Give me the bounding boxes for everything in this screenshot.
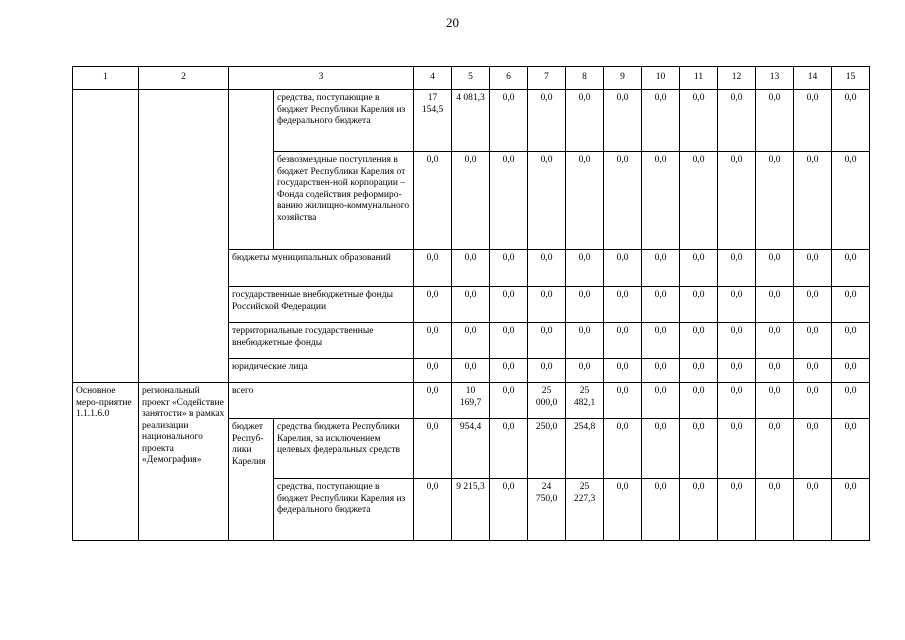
column-number: 10 [642,67,680,90]
column-number: 14 [794,67,832,90]
value-cell: 0,0 [414,479,452,541]
activity-name: Основное меро-приятие 1.1.1.6.0 [73,383,139,541]
value-cell: 0,0 [756,287,794,323]
value-cell: 0,0 [566,323,604,359]
value-cell: 0,0 [794,287,832,323]
value-cell: 0,0 [452,152,490,250]
value-cell: 0,0 [528,359,566,383]
column-number: 15 [832,67,870,90]
value-cell: 0,0 [832,90,870,152]
value-cell: 0,0 [414,152,452,250]
value-cell: 0,0 [794,479,832,541]
funding-source-label: бюджеты муниципальных образований [229,250,414,287]
value-cell: 0,0 [794,152,832,250]
value-cell: 0,0 [604,287,642,323]
value-cell: 0,0 [604,152,642,250]
value-cell: 0,0 [414,419,452,479]
value-cell: 0,0 [756,419,794,479]
value-cell: 0,0 [718,287,756,323]
value-cell: 0,0 [680,359,718,383]
value-cell: 0,0 [680,323,718,359]
value-cell: 0,0 [718,383,756,419]
column-number: 11 [680,67,718,90]
column-number: 3 [229,67,414,90]
value-cell: 17 154,5 [414,90,452,152]
value-cell: 250,0 [528,419,566,479]
value-cell: 0,0 [756,383,794,419]
value-cell: 0,0 [642,323,680,359]
value-cell: 0,0 [604,90,642,152]
value-cell: 0,0 [718,250,756,287]
value-cell: 0,0 [680,250,718,287]
funding-source-label: средства, поступающие в бюджет Республики Карелия из федерального бюджета [274,90,414,152]
value-cell: 0,0 [414,287,452,323]
value-cell: 0,0 [490,479,528,541]
project-name: региональный проект «Содействие занятости» в рамках реализации национального проекта «Демография» [139,383,229,541]
value-cell: 0,0 [604,359,642,383]
funding-source-label: юридические лица [229,359,414,383]
value-cell: 0,0 [490,419,528,479]
value-cell: 0,0 [414,323,452,359]
value-cell: 0,0 [832,359,870,383]
funding-source-label: всего [229,383,414,419]
value-cell: 0,0 [566,287,604,323]
value-cell: 0,0 [490,287,528,323]
value-cell: 25 000,0 [528,383,566,419]
value-cell: 0,0 [642,250,680,287]
value-cell: 0,0 [490,323,528,359]
value-cell: 0,0 [528,287,566,323]
value-cell: 0,0 [680,383,718,419]
value-cell: 0,0 [794,323,832,359]
value-cell: 0,0 [756,323,794,359]
column-number: 9 [604,67,642,90]
column-number: 2 [139,67,229,90]
value-cell: 0,0 [642,90,680,152]
budget-table [72,66,870,541]
value-cell: 25 227,3 [566,479,604,541]
table-row [73,90,870,152]
value-cell: 254,8 [566,419,604,479]
value-cell: 0,0 [566,250,604,287]
value-cell: 0,0 [794,383,832,419]
value-cell: 0,0 [490,359,528,383]
funding-source-label: территориальные государственные внебюджетные фонды [229,323,414,359]
value-cell: 0,0 [528,90,566,152]
value-cell: 0,0 [566,152,604,250]
value-cell: 0,0 [490,383,528,419]
column-number: 1 [73,67,139,90]
value-cell: 0,0 [642,383,680,419]
value-cell: 954,4 [452,419,490,479]
value-cell: 0,0 [528,250,566,287]
value-cell: 0,0 [414,250,452,287]
value-cell: 0,0 [832,152,870,250]
value-cell: 0,0 [832,287,870,323]
value-cell: 0,0 [490,90,528,152]
value-cell: 0,0 [414,383,452,419]
value-cell: 0,0 [832,323,870,359]
value-cell: 0,0 [642,479,680,541]
value-cell: 0,0 [680,479,718,541]
funding-source-label: средства, поступающие в бюджет Республики Карелия из федерального бюджета [274,479,414,541]
page-number: 20 [446,15,459,30]
budget-group-label: бюджет Респуб-лики Карелия [229,419,274,541]
column-number-row [73,67,870,90]
value-cell: 0,0 [528,152,566,250]
column-number: 12 [718,67,756,90]
value-cell: 0,0 [718,90,756,152]
column-number: 4 [414,67,452,90]
value-cell: 0,0 [680,152,718,250]
value-cell: 0,0 [604,323,642,359]
value-cell: 0,0 [642,152,680,250]
cell-empty [73,90,139,383]
table-row [73,383,870,419]
value-cell: 0,0 [794,359,832,383]
value-cell: 9 215,3 [452,479,490,541]
value-cell: 0,0 [718,419,756,479]
value-cell: 0,0 [832,419,870,479]
value-cell: 0,0 [680,419,718,479]
value-cell: 0,0 [452,323,490,359]
value-cell: 10 169,7 [452,383,490,419]
column-number: 6 [490,67,528,90]
value-cell: 0,0 [756,152,794,250]
value-cell: 0,0 [604,250,642,287]
value-cell: 0,0 [490,152,528,250]
value-cell: 0,0 [528,323,566,359]
value-cell: 0,0 [832,250,870,287]
value-cell: 0,0 [490,250,528,287]
value-cell: 0,0 [566,90,604,152]
cell-empty [139,90,229,383]
value-cell: 0,0 [604,419,642,479]
value-cell: 0,0 [680,90,718,152]
value-cell: 0,0 [604,383,642,419]
value-cell: 0,0 [642,359,680,383]
value-cell: 0,0 [452,287,490,323]
funding-source-label: государственные внебюджетные фонды Российской Федерации [229,287,414,323]
value-cell: 0,0 [718,152,756,250]
column-number: 8 [566,67,604,90]
funding-source-label: средства бюджета Республики Карелия, за исключением целевых федеральных средств [274,419,414,479]
value-cell: 25 482,1 [566,383,604,419]
value-cell: 0,0 [756,359,794,383]
value-cell: 24 750,0 [528,479,566,541]
funding-source-label: безвозмездные поступления в бюджет Республики Карелия от государствен-ной корпорации – Фонда содействия реформиро-ванию жилищно-коммунального хозяйства [274,152,414,250]
column-number: 13 [756,67,794,90]
value-cell: 0,0 [718,323,756,359]
value-cell: 0,0 [794,250,832,287]
value-cell: 0,0 [414,359,452,383]
value-cell: 0,0 [832,479,870,541]
value-cell: 0,0 [756,90,794,152]
value-cell: 0,0 [832,383,870,419]
value-cell: 0,0 [756,250,794,287]
value-cell: 0,0 [642,419,680,479]
value-cell: 0,0 [718,359,756,383]
value-cell: 0,0 [452,250,490,287]
value-cell: 0,0 [718,479,756,541]
value-cell: 4 081,3 [452,90,490,152]
value-cell: 0,0 [604,479,642,541]
value-cell: 0,0 [794,419,832,479]
value-cell: 0,0 [642,287,680,323]
value-cell: 0,0 [794,90,832,152]
column-number: 5 [452,67,490,90]
value-cell: 0,0 [452,359,490,383]
value-cell: 0,0 [566,359,604,383]
value-cell: 0,0 [680,287,718,323]
column-number: 7 [528,67,566,90]
cell-empty [229,90,274,250]
value-cell: 0,0 [756,479,794,541]
